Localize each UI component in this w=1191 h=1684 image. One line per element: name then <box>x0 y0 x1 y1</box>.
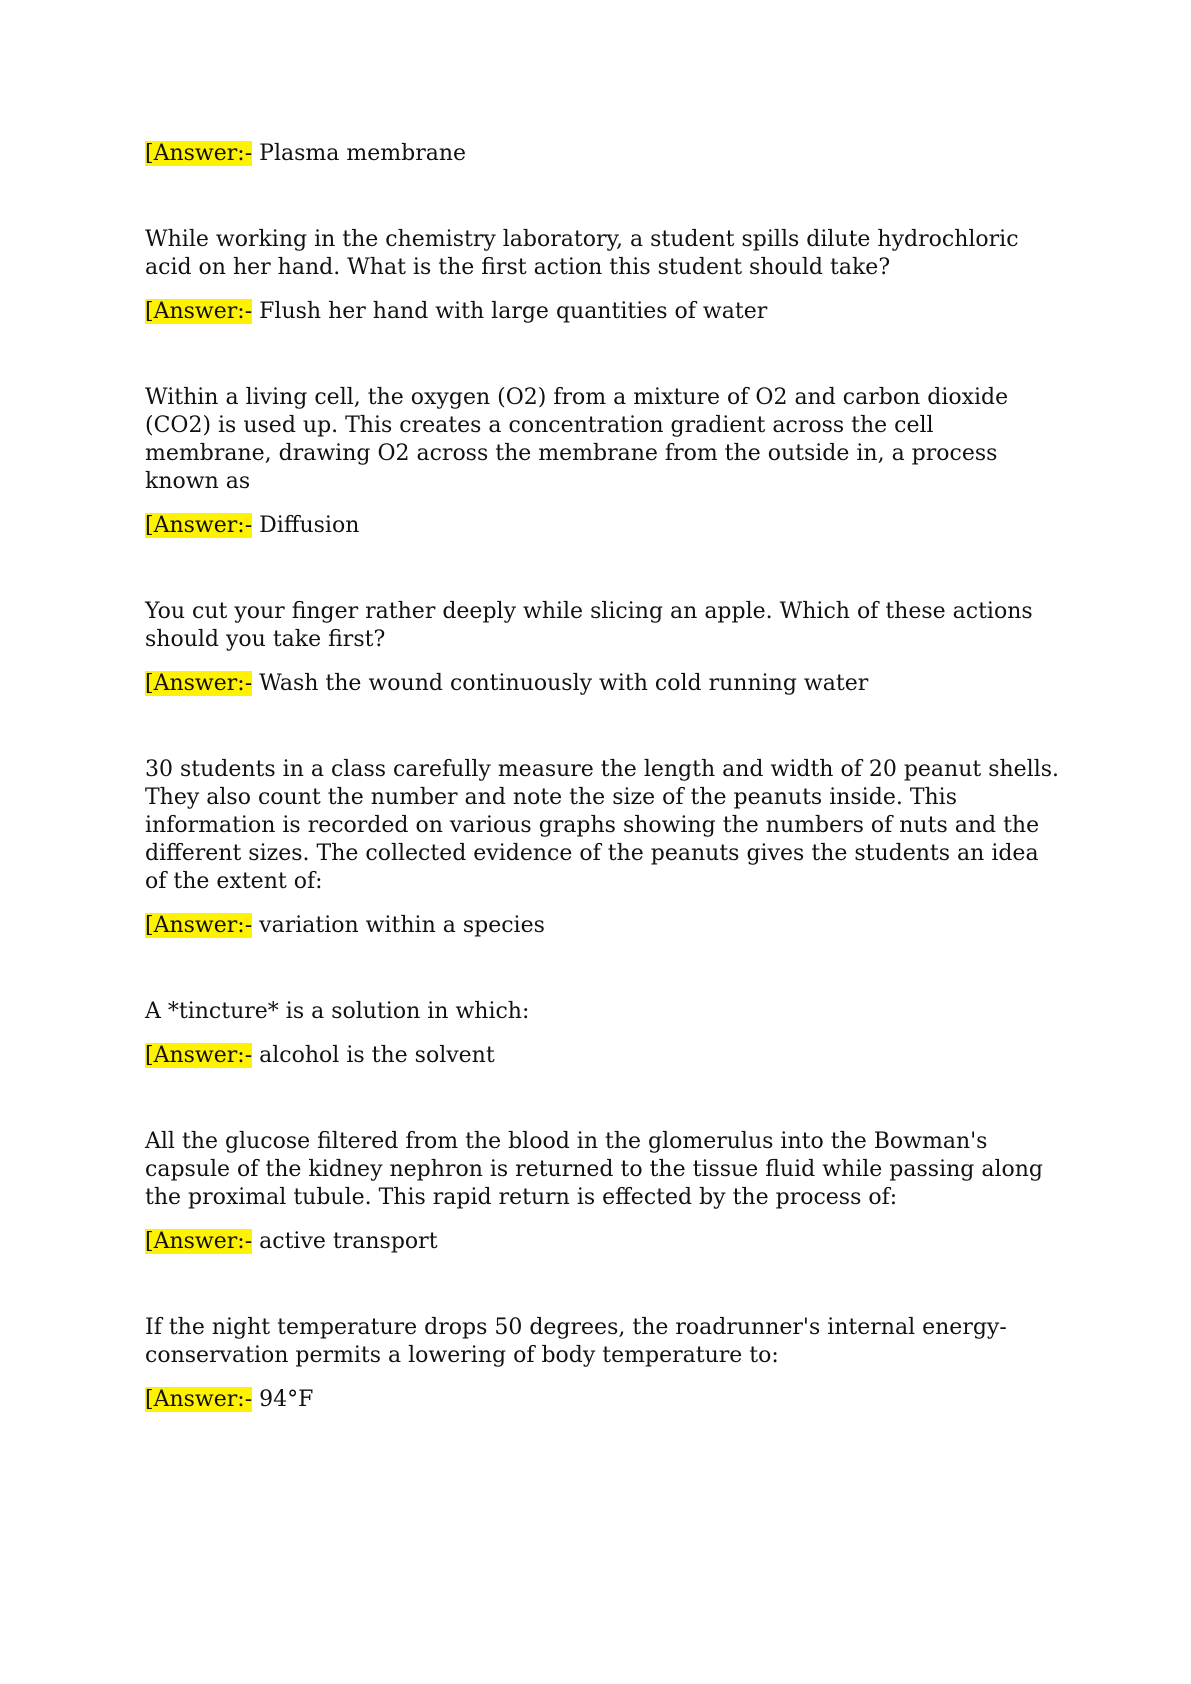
answer-text: Wash the wound continuously with cold running water <box>259 671 869 696</box>
answer-text: Plasma membrane <box>259 141 467 166</box>
qa-block <box>145 756 1065 940</box>
question-text: 30 students in a class carefully measure the length and width of 20 peanut shells. They also count the number and note the size of the peanuts inside. This information is recorded on various graphs showing the numbers of nuts and the different sizes. The collected evidence of the peanuts gives the students an idea of the extent of: <box>145 757 1060 894</box>
question-text: All the glucose filtered from the blood in the glomerulus into the Bowman's capsule of the kidney nephron is returned to the tissue fluid while passing along the proximal tubule. This rapid return is effected by the process of: <box>145 1129 1043 1210</box>
question-text: If the night temperature drops 50 degrees, the roadrunner's internal energy-conservation permits a lowering of body temperature to: <box>145 1315 1007 1368</box>
answer-line <box>145 140 1065 168</box>
answer-label-highlight: [Answer:- <box>145 913 253 938</box>
answer-line <box>145 512 1065 540</box>
answer-text: 94°F <box>259 1387 314 1412</box>
answer-label-highlight: [Answer:- <box>145 141 253 166</box>
qa-block <box>145 998 1065 1070</box>
answer-text: active transport <box>259 1229 438 1254</box>
question-text: You cut your finger rather deeply while slicing an apple. Which of these actions should you take first? <box>145 599 1033 652</box>
answer-line <box>145 1386 1065 1414</box>
answer-text: alcohol is the solvent <box>259 1043 495 1068</box>
answer-label-highlight: [Answer:- <box>145 1387 253 1412</box>
answer-text: variation within a species <box>259 913 545 938</box>
question-text: While working in the chemistry laboratory, a student spills dilute hydrochloric acid on her hand. What is the first action this student should take? <box>145 227 1019 280</box>
answer-label-highlight: [Answer:- <box>145 299 253 324</box>
question-text: Within a living cell, the oxygen (O2) from a mixture of O2 and carbon dioxide (CO2) is used up. This creates a concentration gradient across the cell membrane, drawing O2 across the membrane from the outside in, a process known as <box>145 385 1009 494</box>
qa-block <box>145 1128 1065 1256</box>
question-text: A *tincture* is a solution in which: <box>145 999 530 1024</box>
answer-line <box>145 1042 1065 1070</box>
qa-block <box>145 1314 1065 1414</box>
answer-line <box>145 298 1065 326</box>
document-body <box>145 140 1065 1472</box>
answer-label-highlight: [Answer:- <box>145 1229 253 1254</box>
qa-block <box>145 384 1065 540</box>
answer-label-highlight: [Answer:- <box>145 513 253 538</box>
answer-line <box>145 1228 1065 1256</box>
answer-label-highlight: [Answer:- <box>145 671 253 696</box>
answer-text: Flush her hand with large quantities of water <box>259 299 768 324</box>
answer-label-highlight: [Answer:- <box>145 1043 253 1068</box>
answer-text: Diffusion <box>259 513 360 538</box>
qa-block <box>145 226 1065 326</box>
answer-line <box>145 912 1065 940</box>
answer-line <box>145 670 1065 698</box>
qa-block <box>145 598 1065 698</box>
